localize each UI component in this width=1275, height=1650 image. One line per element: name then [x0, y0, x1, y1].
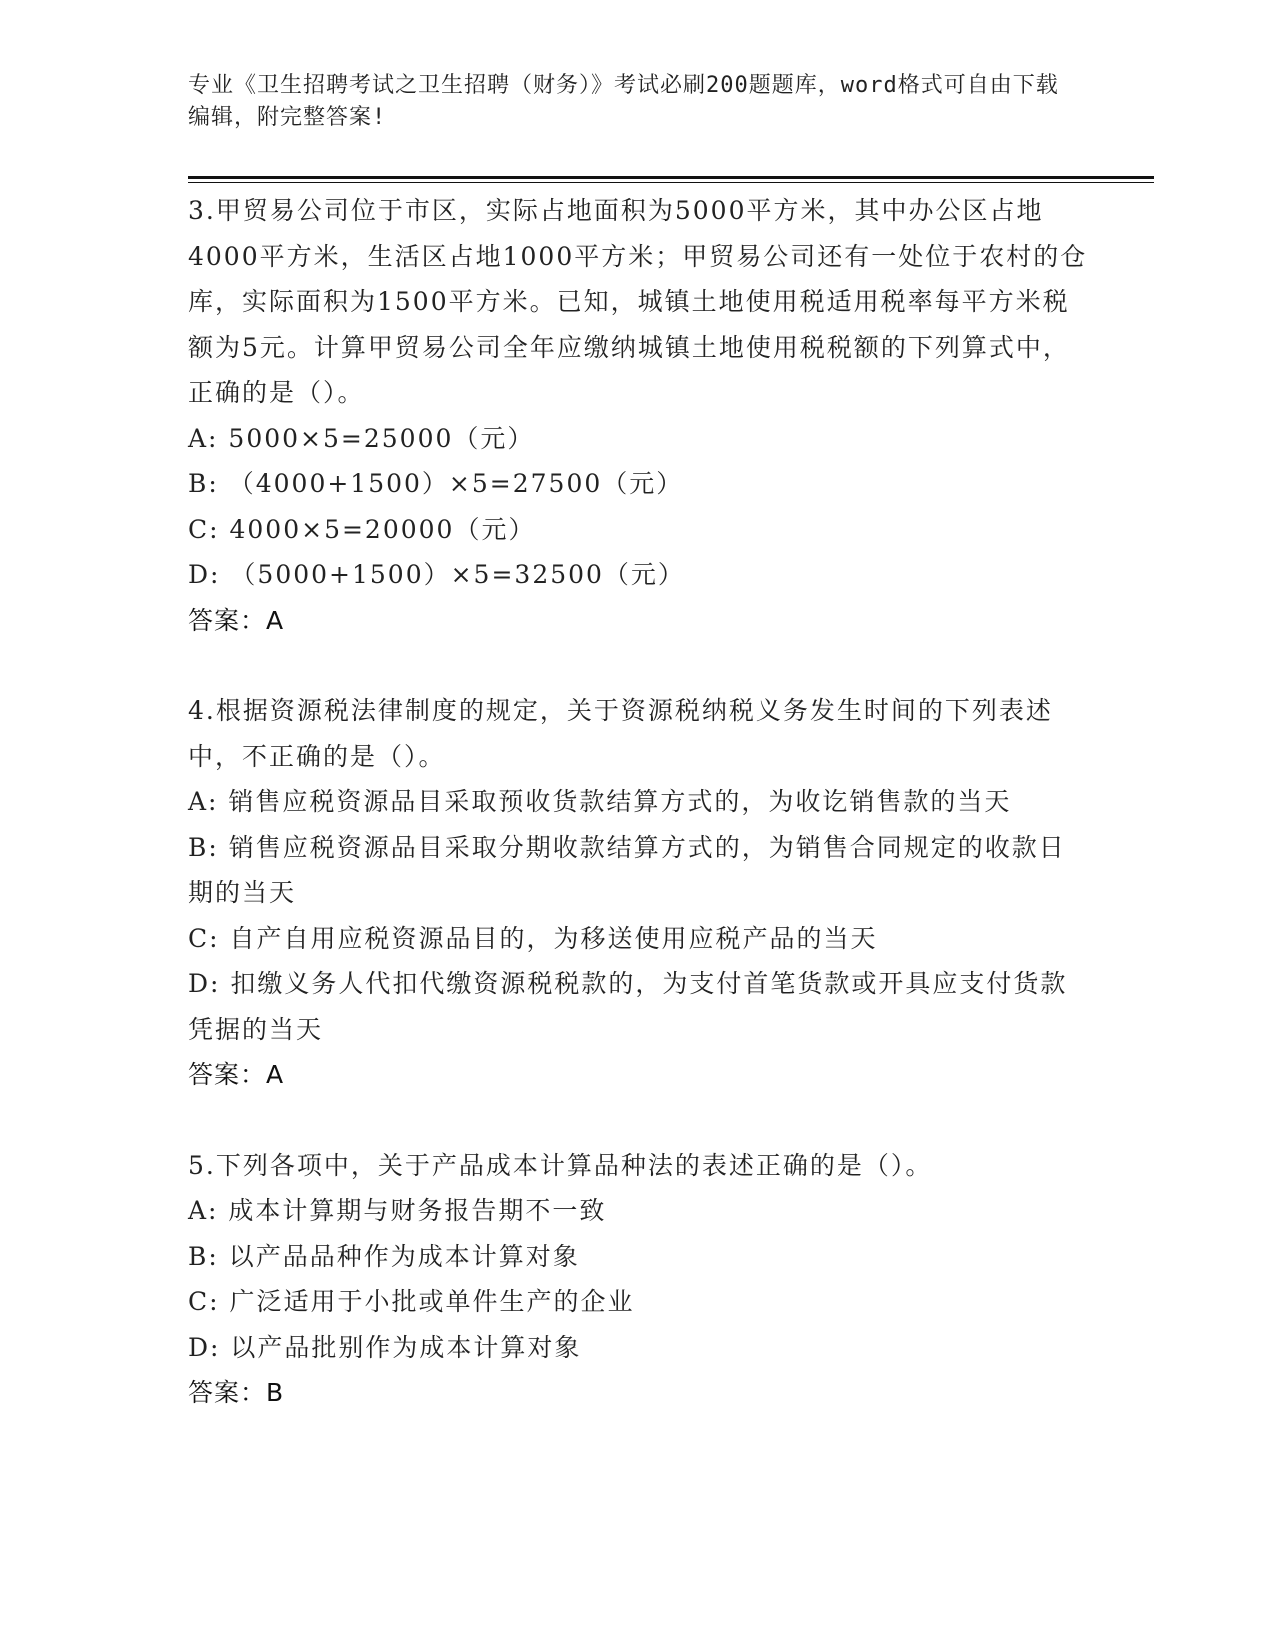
question-spacer [188, 643, 1088, 688]
option-d: D: （5000+1500）×5=32500（元） [188, 560, 685, 589]
question-5 [188, 1143, 1088, 1416]
option-c: C: 4000×5=20000（元） [188, 514, 536, 544]
header-divider-thick [188, 176, 1154, 179]
question-text: 4.根据资源税法律制度的规定，关于资源税纳税义务发生时间的下列表述中，不正确的是（）。 [188, 696, 1053, 771]
header-divider-thin [188, 182, 1154, 183]
option-a: A: 5000×5=25000（元） [188, 423, 535, 453]
question-3 [188, 188, 1088, 643]
option-b: B: （4000+1500）×5=27500（元） [188, 469, 684, 498]
question-spacer [188, 1098, 1088, 1143]
option-b: B: 以产品品种作为成本计算对象 [188, 1241, 580, 1271]
option-a: A: 成本计算期与财务报告期不一致 [188, 1196, 607, 1225]
answer: 答案：B [188, 1378, 285, 1407]
option-d: D: 以产品批别作为成本计算对象 [188, 1332, 582, 1362]
option-c: C: 广泛适用于小批或单件生产的企业 [188, 1287, 635, 1316]
document-header: 专业《卫生招聘考试之卫生招聘（财务）》考试必刷200题题库，word格式可自由下载编辑，附完整答案! [188, 73, 1059, 130]
option-b: B: 销售应税资源品目采取分期收款结算方式的，为销售合同规定的收款日期的当天 [188, 832, 1066, 907]
option-a: A: 销售应税资源品目采取预收货款结算方式的，为收讫销售款的当天 [188, 787, 1012, 816]
option-c: C: 自产自用应税资源品目的，为移送使用应税产品的当天 [188, 923, 878, 953]
option-d: D: 扣缴义务人代扣代缴资源税税款的，为支付首笔货款或开具应支付货款凭据的当天 [188, 969, 1068, 1044]
question-list [188, 188, 1088, 1416]
question-4 [188, 688, 1088, 1098]
question-text: 5.下列各项中，关于产品成本计算品种法的表述正确的是（）。 [188, 1150, 933, 1180]
answer: 答案：A [188, 605, 285, 635]
question-text: 3.甲贸易公司位于市区，实际占地面积为5000平方米，其中办公区占地4000平方米，生活区占地1000平方米；甲贸易公司还有一处位于农村的仓库，实际面积为1500平方米。已知，城镇土地使用税适用税率每平方米税额为5元。计算甲贸易公司全年应缴纳城镇土地使用税税额的下列算式中，正确的是（）。 [188, 196, 1088, 407]
answer: 答案：A [188, 1060, 285, 1089]
